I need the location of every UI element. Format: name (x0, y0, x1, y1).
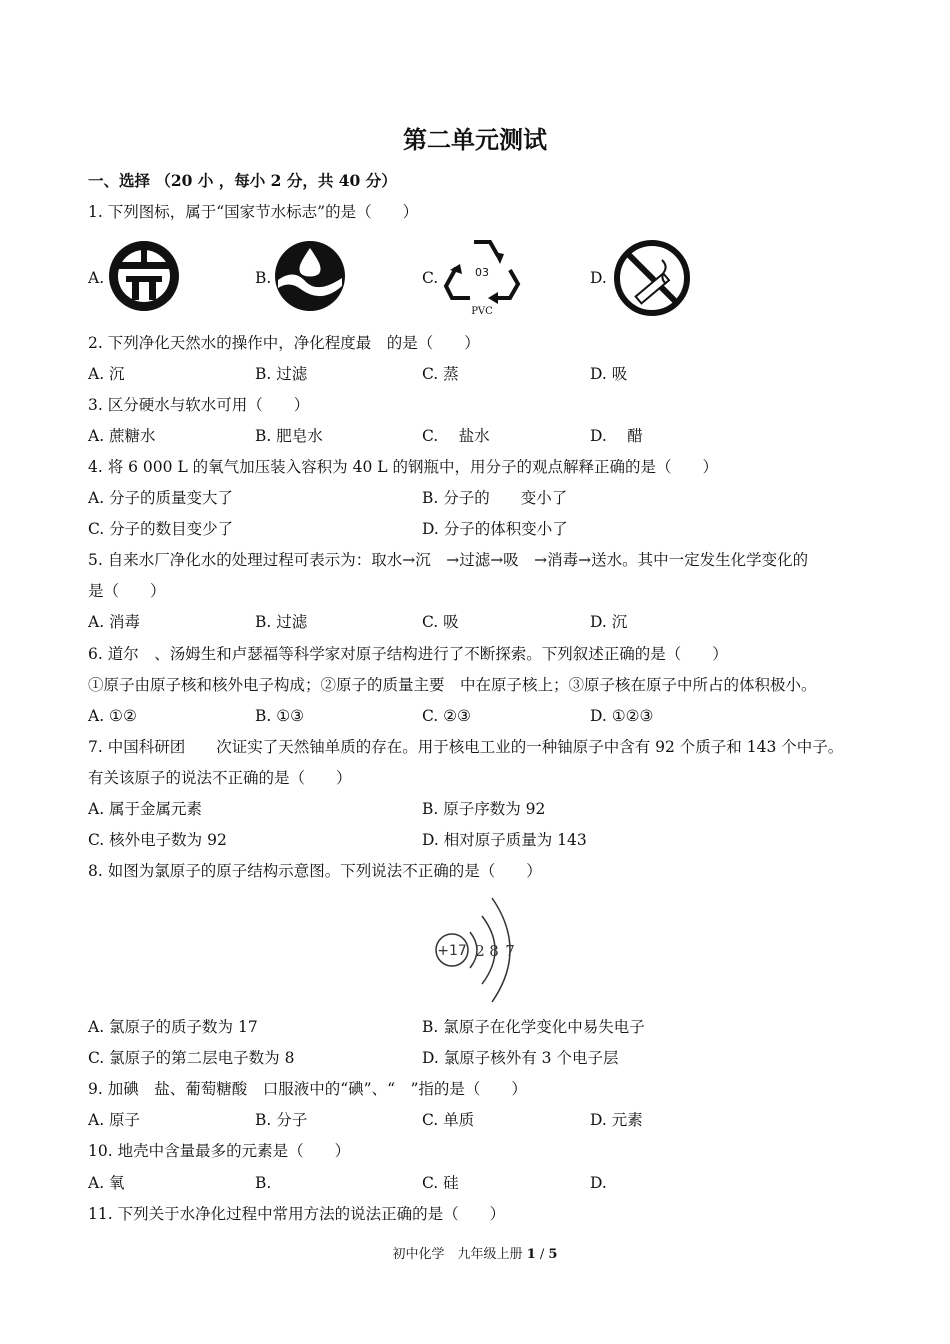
q1-option-c: C. (422, 269, 439, 287)
question-8-stem: 8. 如图为氯原子的原子结构示意图。下列说法不正确的是（ ） (88, 862, 542, 880)
question-5-stem-cont: 是（ ） (88, 582, 166, 600)
question-10-stem: 10. 地壳中含量最多的元素是（ ） (88, 1142, 351, 1160)
recycle-code-text: 03 (475, 266, 489, 279)
nucleus-label: +17 (437, 943, 467, 959)
question-11-stem: 11. 下列关于水净化过程中常用方法的说法正确的是（ ） (88, 1205, 506, 1223)
shell-1-electrons: 2 (475, 942, 485, 960)
q3-option-a: A. 蔗糖水 (88, 427, 156, 445)
q5-option-d: D. 沉 (590, 613, 628, 631)
q2-option-c: C. 蒸 (422, 365, 459, 383)
no-smoking-icon (612, 238, 692, 318)
shell-3-electrons: 7 (505, 942, 515, 960)
page-title: 第二单元测试 (403, 125, 547, 154)
q4-option-c: C. 分子的数目变少了 (88, 520, 234, 538)
section-heading: 一、选择 （20 小 ，每小 2 分，共 40 分） (88, 171, 397, 190)
q6-option-a: A. ①② (88, 707, 137, 725)
q2-option-b: B. 过滤 (255, 365, 308, 383)
page-number: 1 (526, 1247, 536, 1262)
q7-option-a: A. 属于金属元素 (88, 800, 203, 818)
chlorine-atom-diagram (426, 888, 526, 1004)
q5-option-b: B. 过滤 (255, 613, 308, 631)
q10-option-c: C. 硅 (422, 1174, 459, 1192)
question-7-stem-cont: 有关该原子的说法不正确的是（ ） (88, 769, 352, 787)
q10-option-a: A. 氧 (88, 1174, 125, 1192)
question-9-stem: 9. 加碘 盐、葡萄糖酸 口服液中的“碘”、“ ”指的是（ ） (88, 1080, 527, 1098)
page-separator: / (535, 1247, 549, 1262)
q8-option-d: D. 氯原子核外有 3 个电子层 (422, 1049, 619, 1067)
q5-option-a: A. 消毒 (88, 613, 141, 631)
q5-option-c: C. 吸 (422, 613, 459, 631)
q9-option-d: D. 元素 (590, 1111, 643, 1129)
q7-option-d: D. 相对原子质量为 143 (422, 831, 587, 849)
question-3-stem: 3. 区分硬水与软水可用（ ） (88, 396, 310, 414)
recycle-pvc-icon (440, 234, 524, 320)
q1-option-b: B. (255, 269, 272, 287)
q8-option-b: B. 氯原子在化学变化中易失电子 (422, 1018, 645, 1036)
q10-option-d: D. (590, 1174, 607, 1192)
water-saving-icon (272, 238, 348, 314)
question-6-statements: ①原子由原子核和核外电子构成；②原子的质量主要 中在原子核上；③原子核在原子中所占的体积极小。 (88, 676, 817, 694)
shell-2-electrons: 8 (489, 942, 499, 960)
q10-option-b: B. (255, 1174, 272, 1192)
q6-option-d: D. ①②③ (590, 707, 654, 725)
q8-option-c: C. 氯原子的第二层电子数为 8 (88, 1049, 295, 1067)
q6-option-b: B. ①③ (255, 707, 305, 725)
q9-option-c: C. 单质 (422, 1111, 475, 1129)
q2-option-a: A. 沉 (88, 365, 125, 383)
q7-option-b: B. 原子序数为 92 (422, 800, 546, 818)
q3-option-d: D. 醋 (590, 427, 643, 445)
question-1-stem: 1. 下列图标，属于“国家节水标志”的是（ ） (88, 203, 419, 221)
q9-option-a: A. 原子 (88, 1111, 141, 1129)
question-6-stem: 6. 道尔 、汤姆生和卢瑟福等科学家对原子结构进行了不断探索。下列叙述正确的是（ ） (88, 645, 728, 663)
q9-option-b: B. 分子 (255, 1111, 308, 1129)
q3-option-b: B. 肥皂水 (255, 427, 323, 445)
page-footer (0, 1246, 950, 1264)
question-7-stem: 7. 中国科研团 次证实了天然铀单质的存在。用于核电工业的一种铀原子中含有 92 个质子和 143 个中子。 (88, 738, 844, 756)
q7-option-c: C. 核外电子数为 92 (88, 831, 227, 849)
circle-logo-icon (106, 238, 182, 314)
question-2-stem: 2. 下列净化天然水的操作中，净化程度最 的是（ ） (88, 334, 480, 352)
page-total: 5 (548, 1247, 558, 1262)
question-5-stem: 5. 自来水厂净化水的处理过程可表示为：取水→沉 →过滤→吸 →消毒→送水。其中一定发生化学变化的 (88, 551, 809, 569)
recycle-label-text: PVC (471, 306, 493, 317)
q4-option-d: D. 分子的体积变小了 (422, 520, 568, 538)
footer-text: 初中化学 九年级上册 (392, 1247, 527, 1262)
q8-option-a: A. 氯原子的质子数为 17 (88, 1018, 258, 1036)
question-4-stem: 4. 将 6 000 L 的氧气加压装入容积为 40 L 的钢瓶中，用分子的观点解释正确的是（ ） (88, 458, 718, 476)
q4-option-a: A. 分子的质量变大了 (88, 489, 234, 507)
q4-option-b: B. 分子的 变小了 (422, 489, 568, 507)
q1-option-d: D. (590, 269, 607, 287)
q2-option-d: D. 吸 (590, 365, 628, 383)
q3-option-c: C. 盐水 (422, 427, 490, 445)
q1-option-a: A. (88, 269, 105, 287)
q6-option-c: C. ②③ (422, 707, 471, 725)
